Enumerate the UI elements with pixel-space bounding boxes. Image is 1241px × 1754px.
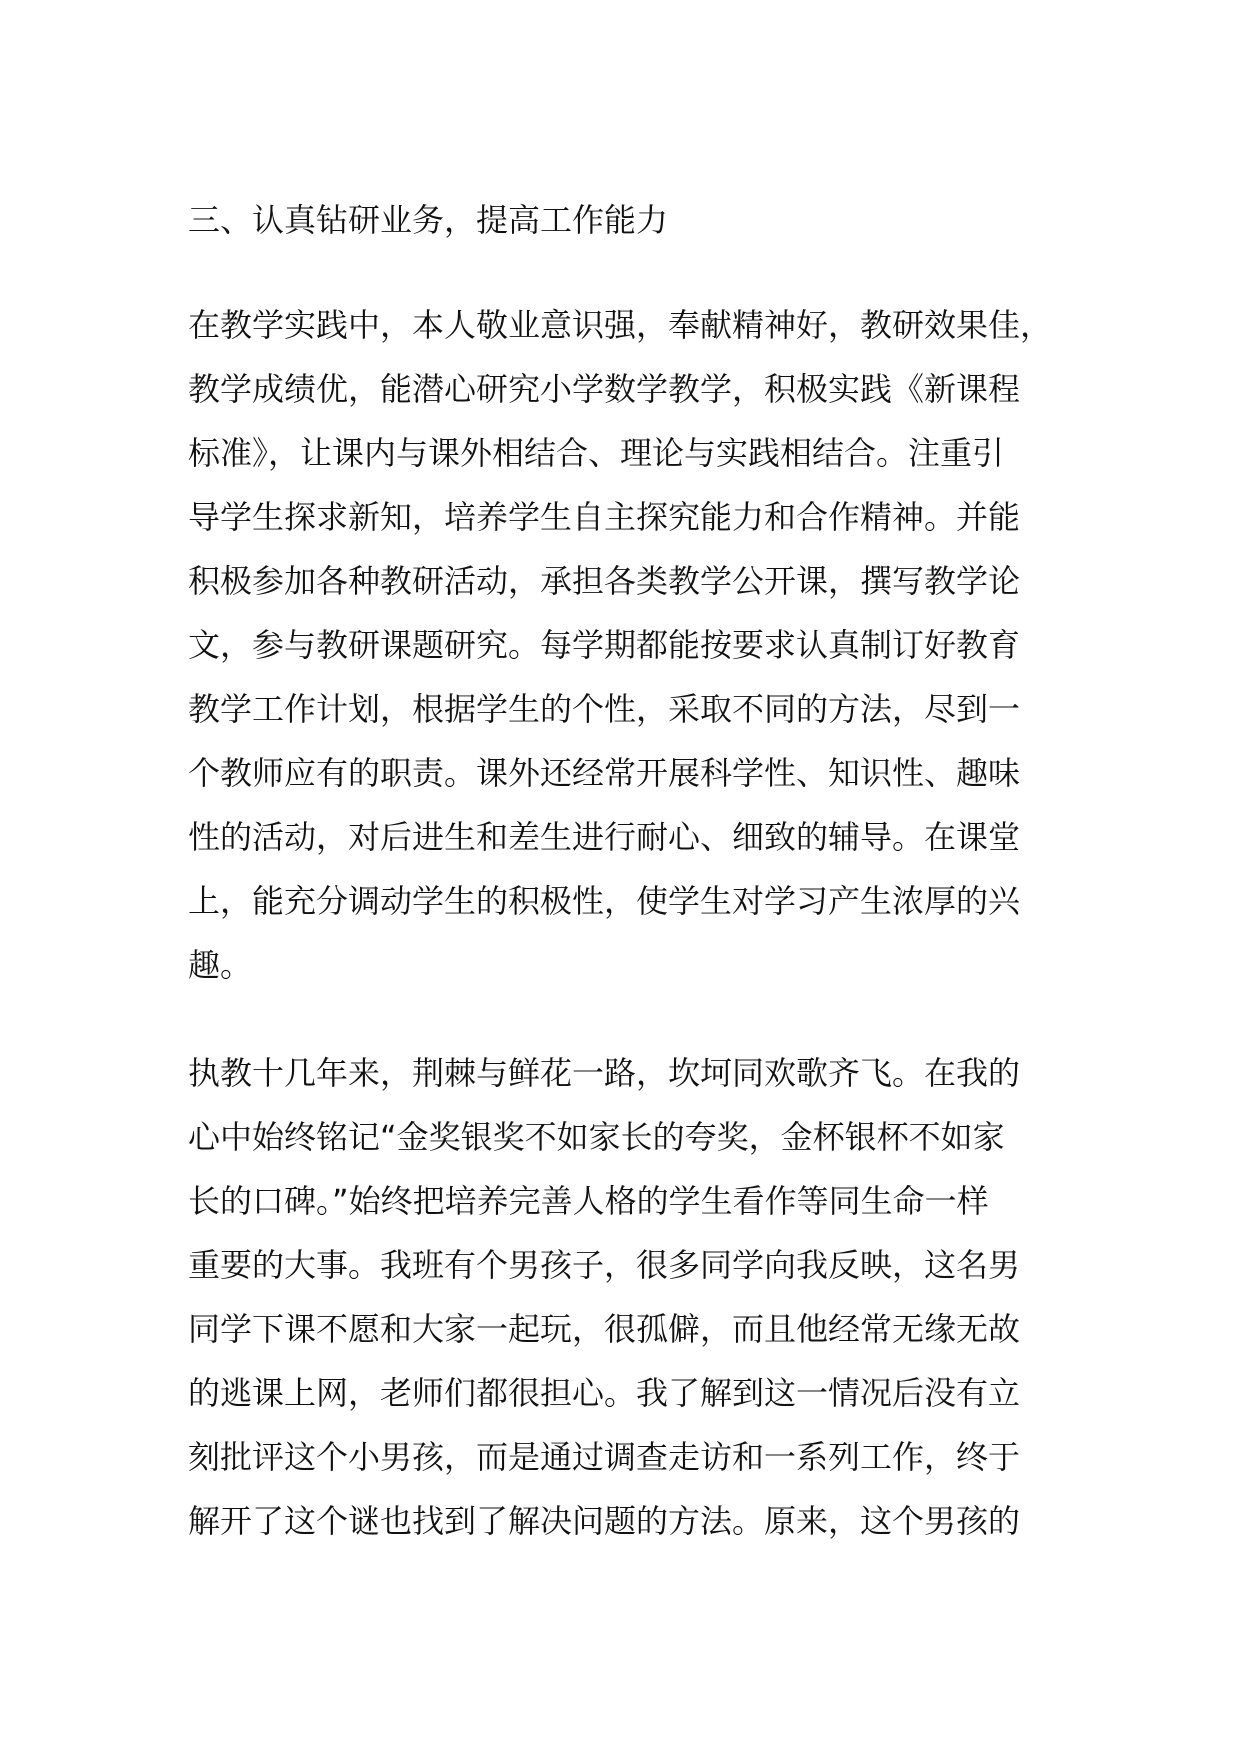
- section-heading: 三、认真钻研业务，提高工作能力: [188, 201, 669, 239]
- paragraph-line: 积极参加各种教研活动，承担各类教学公开课，撰写教学论: [188, 562, 1021, 600]
- paragraph-line: 趣。: [188, 946, 253, 984]
- paragraph-line: 教学成绩优，能潜心研究小学数学教学，积极实践《新课程: [188, 370, 1021, 408]
- paragraph-line: 文，参与教研课题研究。每学期都能按要求认真制订好教育: [188, 626, 1021, 664]
- paragraph-teaching-years: [188, 1041, 1068, 1553]
- paragraph-teaching-practice: [188, 293, 1068, 997]
- paragraph-line: 同学下课不愿和大家一起玩，很孤僻，而且他经常无缘无故: [188, 1310, 1021, 1348]
- paragraph-line: 执教十几年来，荆棘与鲜花一路，坎坷同欢歌齐飞。在我的: [188, 1054, 1021, 1092]
- paragraph-line: 个教师应有的职责。课外还经常开展科学性、知识性、趣味: [188, 754, 1021, 792]
- paragraph-line: 在教学实践中，本人敬业意识强，奉献精神好，教研效果佳，: [188, 306, 1053, 344]
- paragraph-line: 性的活动，对后进生和差生进行耐心、细致的辅导。在课堂: [188, 818, 1021, 856]
- paragraph-line: 导学生探求新知，培养学生自主探究能力和合作精神。并能: [188, 498, 1021, 536]
- paragraph-line: 刻批评这个小男孩，而是通过调查走访和一系列工作，终于: [188, 1438, 1021, 1476]
- paragraph-line: 解开了这个谜也找到了解决问题的方法。原来，这个男孩的: [188, 1502, 1021, 1540]
- paragraph-line: 重要的大事。我班有个男孩子，很多同学向我反映，这名男: [188, 1246, 1021, 1284]
- paragraph-line: 心中始终铭记“金奖银奖不如家长的夸奖，金杯银杯不如家: [188, 1118, 1005, 1156]
- paragraph-line: 的逃课上网，老师们都很担心。我了解到这一情况后没有立: [188, 1374, 1021, 1412]
- paragraph-line: 教学工作计划，根据学生的个性，采取不同的方法，尽到一: [188, 690, 1021, 728]
- paragraph-line: 上，能充分调动学生的积极性，使学生对学习产生浓厚的兴: [188, 882, 1021, 920]
- paragraph-line: 标准》，让课内与课外相结合、理论与实践相结合。注重引: [188, 434, 1005, 472]
- paragraph-line: 长的口碑。”始终把培养完善人格的学生看作等同生命一样: [188, 1182, 989, 1220]
